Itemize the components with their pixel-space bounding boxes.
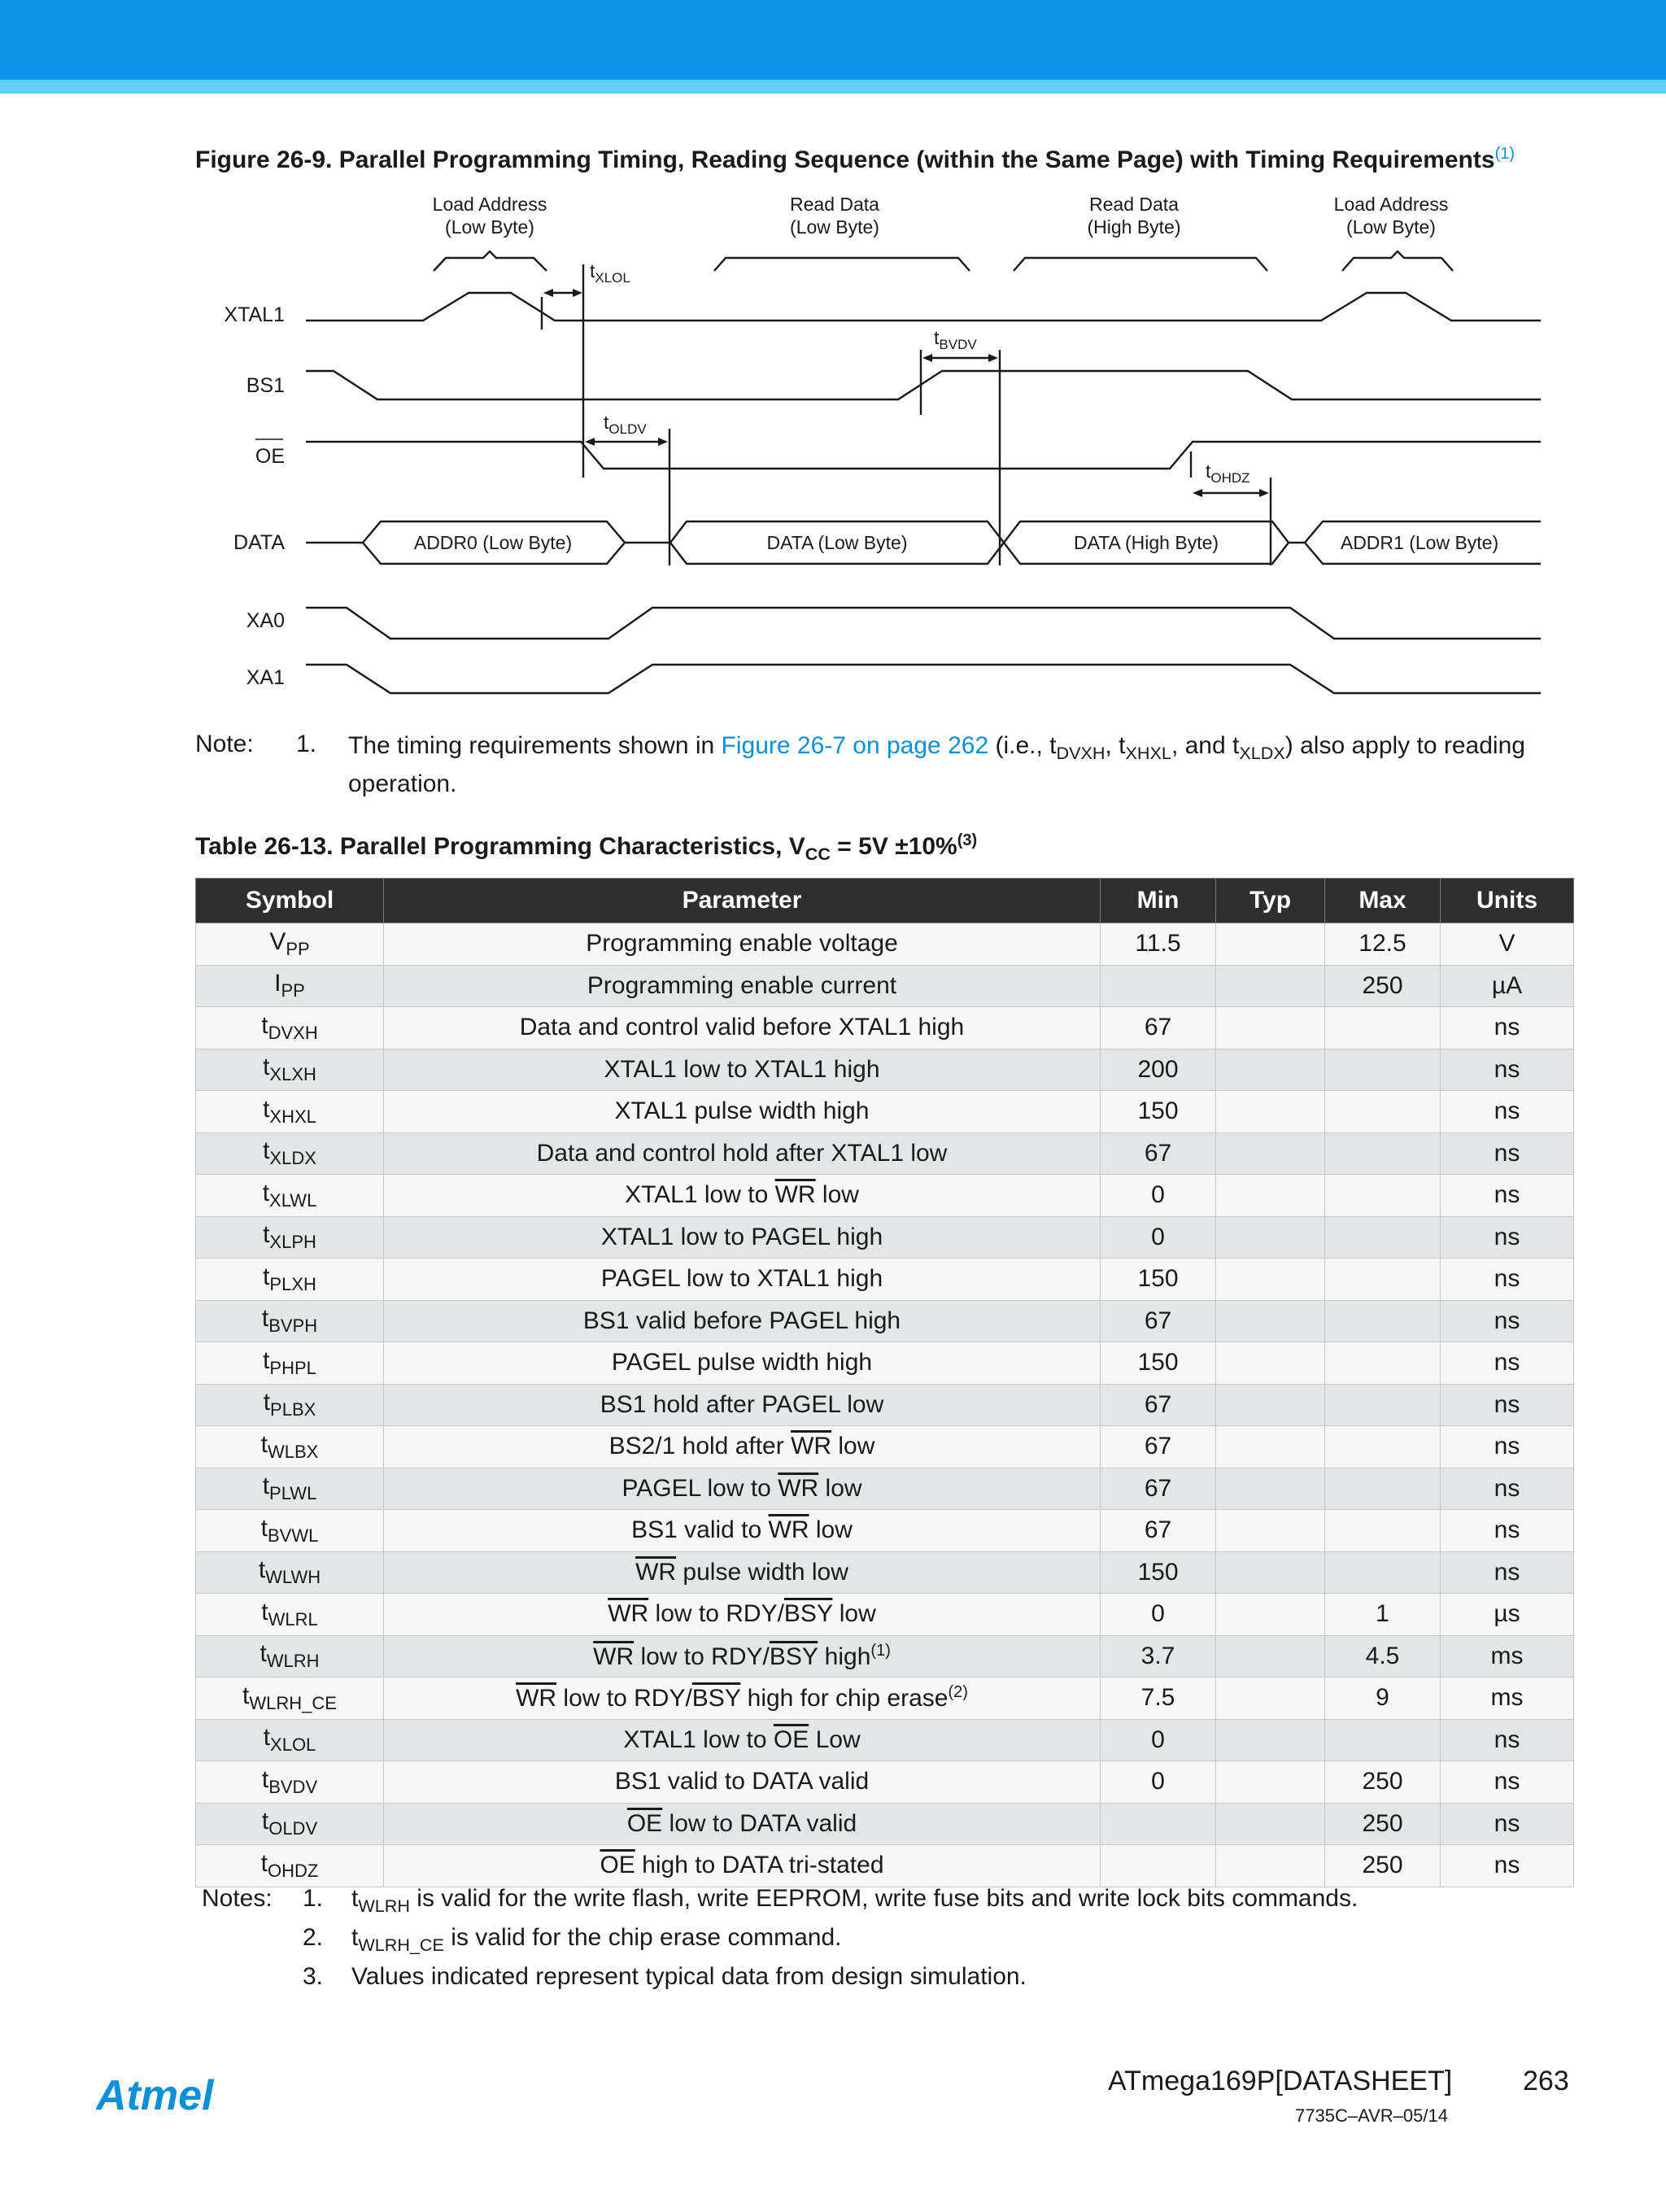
footer-document-title: ATmega169P[DATASHEET] bbox=[1108, 2066, 1453, 2096]
data-segment-label-2: DATA (Low Byte) bbox=[766, 532, 908, 553]
t-xlol-label: $t_{XLOL}$ bbox=[590, 260, 630, 286]
parallel-programming-table bbox=[195, 878, 1574, 1887]
cell-parameter: XTAL1 low to $\overline{WR}$ low bbox=[384, 1175, 1101, 1217]
cell-units: ns bbox=[1441, 1719, 1574, 1761]
cell-min: 3.7 bbox=[1101, 1635, 1216, 1678]
cell-parameter: XTAL1 pulse width high bbox=[384, 1091, 1101, 1133]
table-row bbox=[196, 1091, 1574, 1133]
cell-typ bbox=[1216, 1594, 1325, 1636]
cell-typ bbox=[1216, 923, 1325, 966]
cell-typ bbox=[1216, 1719, 1325, 1761]
cell-units: ns bbox=[1441, 1007, 1574, 1049]
cell-typ bbox=[1216, 1132, 1325, 1175]
cell-parameter: XTAL1 low to XTAL1 high bbox=[384, 1049, 1101, 1091]
cell-max: 9 bbox=[1325, 1678, 1441, 1720]
cell-symbol: $t_{XHXL}$ bbox=[196, 1091, 384, 1133]
cell-min: 0 bbox=[1101, 1175, 1216, 1217]
cell-typ bbox=[1216, 1384, 1325, 1426]
cell-units: ns bbox=[1441, 1845, 1574, 1887]
table-row bbox=[196, 965, 1574, 1007]
footer-page-number: 263 bbox=[1523, 2066, 1569, 2096]
cell-max: 12.5 bbox=[1325, 923, 1441, 966]
figure-26-7-link[interactable]: Figure 26-7 on page 262 bbox=[721, 732, 989, 759]
signal-label-oe: OE bbox=[255, 445, 285, 468]
table-row bbox=[196, 1594, 1574, 1636]
cell-max bbox=[1325, 1342, 1441, 1385]
cell-min bbox=[1101, 965, 1216, 1007]
data-segment-label-1: ADDR0 (Low Byte) bbox=[413, 532, 573, 553]
table-row bbox=[196, 923, 1574, 966]
cell-units: ns bbox=[1441, 1803, 1574, 1845]
cell-symbol: $t_{OHDZ}$ bbox=[196, 1845, 384, 1887]
cell-max bbox=[1325, 1551, 1441, 1594]
cell-typ bbox=[1216, 1007, 1325, 1049]
cell-units: ns bbox=[1441, 1384, 1574, 1426]
footer-revision: 7735C–AVR–05/14 bbox=[1295, 2105, 1448, 2126]
cell-parameter: $\overline{OE}$ high to DATA tri-stated bbox=[384, 1845, 1101, 1887]
table-row bbox=[196, 1635, 1574, 1678]
t-ohdz-label: $t_{OHDZ}$ bbox=[1206, 460, 1250, 486]
header-parameter: Parameter bbox=[384, 879, 1101, 923]
cell-typ bbox=[1216, 1259, 1325, 1301]
cell-max: 1 bbox=[1325, 1594, 1441, 1636]
cell-units: ns bbox=[1441, 1091, 1574, 1133]
table-row bbox=[196, 1342, 1574, 1385]
cell-units: ns bbox=[1441, 1132, 1574, 1175]
cell-units: ns bbox=[1441, 1259, 1574, 1301]
cell-min: 67 bbox=[1101, 1468, 1216, 1510]
cell-units: ns bbox=[1441, 1175, 1574, 1217]
cell-symbol: $t_{WLBX}$ bbox=[196, 1426, 384, 1468]
cell-min: 11.5 bbox=[1101, 923, 1216, 966]
cell-min: 200 bbox=[1101, 1049, 1216, 1091]
cell-units: ms bbox=[1441, 1635, 1574, 1678]
cell-symbol: $t_{PLBX}$ bbox=[196, 1384, 384, 1426]
cell-units: ns bbox=[1441, 1468, 1574, 1510]
cell-max bbox=[1325, 1510, 1441, 1552]
table-row bbox=[196, 1678, 1574, 1720]
cell-typ bbox=[1216, 1216, 1325, 1259]
cell-typ bbox=[1216, 1761, 1325, 1804]
cell-units: ns bbox=[1441, 1761, 1574, 1804]
cell-min bbox=[1101, 1845, 1216, 1887]
cell-max bbox=[1325, 1091, 1441, 1133]
note-label: Note: bbox=[195, 731, 254, 757]
table-header-row bbox=[196, 879, 1574, 923]
cell-parameter: $\overline{WR}$ low to RDY/$\overline{BSY}$ high for chip erase$^{(2)}$ bbox=[384, 1678, 1101, 1720]
table-row bbox=[196, 1175, 1574, 1217]
table-caption: Table 26-13. Parallel Programming Characteristics, $V_{CC} = 5V \pm 10\%^{(3)}$ bbox=[195, 831, 978, 864]
cell-parameter: PAGEL pulse width high bbox=[384, 1342, 1101, 1385]
phase-brace-1 bbox=[434, 251, 547, 271]
cell-symbol: $t_{OLDV}$ bbox=[196, 1803, 384, 1845]
cell-symbol: $t_{WLRH}$ bbox=[196, 1635, 384, 1678]
cell-max bbox=[1325, 1300, 1441, 1342]
cell-parameter: BS2/1 hold after $\overline{WR}$ low bbox=[384, 1426, 1101, 1468]
cell-typ bbox=[1216, 1300, 1325, 1342]
cell-min: 0 bbox=[1101, 1761, 1216, 1804]
cell-units: ns bbox=[1441, 1049, 1574, 1091]
cell-units: ns bbox=[1441, 1342, 1574, 1385]
cell-min: 0 bbox=[1101, 1719, 1216, 1761]
cell-parameter: $\overline{WR}$ pulse width low bbox=[384, 1551, 1101, 1594]
xa1-wave bbox=[306, 665, 1541, 693]
header-stripe bbox=[0, 80, 1666, 94]
cell-min: 67 bbox=[1101, 1300, 1216, 1342]
cell-units: ns bbox=[1441, 1300, 1574, 1342]
cell-typ bbox=[1216, 1175, 1325, 1217]
cell-max bbox=[1325, 1468, 1441, 1510]
header-typ: Typ bbox=[1216, 879, 1325, 923]
cell-units: ns bbox=[1441, 1510, 1574, 1552]
cell-units: ns bbox=[1441, 1551, 1574, 1594]
cell-max bbox=[1325, 1175, 1441, 1217]
cell-parameter: Data and control hold after XTAL1 low bbox=[384, 1132, 1101, 1175]
cell-symbol: $t_{BVPH}$ bbox=[196, 1300, 384, 1342]
cell-symbol: $t_{BVDV}$ bbox=[196, 1761, 384, 1804]
phase-brace-4 bbox=[1342, 251, 1453, 271]
cell-typ bbox=[1216, 1635, 1325, 1678]
cell-symbol: $V_{PP}$ bbox=[196, 923, 384, 966]
cell-typ bbox=[1216, 1091, 1325, 1133]
cell-symbol: $t_{XLPH}$ bbox=[196, 1216, 384, 1259]
xa0-wave bbox=[306, 608, 1541, 639]
cell-symbol: $t_{PLWL}$ bbox=[196, 1468, 384, 1510]
cell-max: 250 bbox=[1325, 1845, 1441, 1887]
cell-min: 0 bbox=[1101, 1216, 1216, 1259]
cell-typ bbox=[1216, 1049, 1325, 1091]
phase-label-2-line2: (Low Byte) bbox=[790, 216, 879, 238]
svg-text:Atmel: Atmel bbox=[96, 2072, 214, 2119]
cell-parameter: PAGEL low to $\overline{WR}$ low bbox=[384, 1468, 1101, 1510]
cell-typ bbox=[1216, 1342, 1325, 1385]
cell-symbol: $t_{PLXH}$ bbox=[196, 1259, 384, 1301]
phase-label-2-line1: Read Data bbox=[790, 194, 879, 215]
cell-units: V bbox=[1441, 923, 1574, 966]
xtal1-wave bbox=[306, 293, 1541, 321]
table-row bbox=[196, 1510, 1574, 1552]
cell-symbol: $t_{WLRL}$ bbox=[196, 1594, 384, 1636]
cell-symbol: $t_{XLWL}$ bbox=[196, 1175, 384, 1217]
cell-parameter: BS1 valid to DATA valid bbox=[384, 1761, 1101, 1804]
table-row bbox=[196, 1551, 1574, 1594]
notes-label: Notes: bbox=[202, 1885, 273, 1912]
table-row bbox=[196, 1049, 1574, 1091]
cell-min: 150 bbox=[1101, 1259, 1216, 1301]
signal-label-data: DATA bbox=[233, 531, 285, 554]
cell-min: 67 bbox=[1101, 1384, 1216, 1426]
cell-parameter: XTAL1 low to PAGEL high bbox=[384, 1216, 1101, 1259]
table-row bbox=[196, 1845, 1574, 1887]
cell-max: 4.5 bbox=[1325, 1635, 1441, 1678]
signal-label-xa1: XA1 bbox=[246, 666, 285, 689]
phase-brace-2 bbox=[714, 258, 970, 271]
note-number: 1. bbox=[296, 731, 317, 757]
cell-symbol: $t_{XLXH}$ bbox=[196, 1049, 384, 1091]
t-oldv-label: $t_{OLDV}$ bbox=[604, 412, 647, 437]
cell-symbol: $t_{WLWH}$ bbox=[196, 1551, 384, 1594]
cell-min: 0 bbox=[1101, 1594, 1216, 1636]
table-row bbox=[196, 1216, 1574, 1259]
cell-symbol: $I_{PP}$ bbox=[196, 965, 384, 1007]
cell-parameter: Data and control valid before XTAL1 high bbox=[384, 1007, 1101, 1049]
cell-parameter: BS1 valid to $\overline{WR}$ low bbox=[384, 1510, 1101, 1552]
table-row bbox=[196, 1007, 1574, 1049]
cell-symbol: $t_{XLDX}$ bbox=[196, 1132, 384, 1175]
cell-max: 250 bbox=[1325, 965, 1441, 1007]
cell-symbol: $t_{XLOL}$ bbox=[196, 1719, 384, 1761]
cell-typ bbox=[1216, 1845, 1325, 1887]
table-row bbox=[196, 1300, 1574, 1342]
phase-label-1-line1: Load Address bbox=[432, 194, 547, 215]
cell-parameter: $\overline{WR}$ low to RDY/$\overline{BSY}$ high$^{(1)}$ bbox=[384, 1635, 1101, 1678]
cell-max: 250 bbox=[1325, 1761, 1441, 1804]
header-max: Max bbox=[1325, 879, 1441, 923]
phase-label-3-line2: (High Byte) bbox=[1087, 216, 1181, 238]
cell-parameter: $\overline{WR}$ low to RDY/$\overline{BSY}$ low bbox=[384, 1594, 1101, 1636]
cell-parameter: PAGEL low to XTAL1 high bbox=[384, 1259, 1101, 1301]
phase-label-1-line2: (Low Byte) bbox=[445, 216, 534, 238]
table-row bbox=[196, 1259, 1574, 1301]
figure-caption: Figure 26-9. Parallel Programming Timing, Reading Sequence (within the Same Page) with Timing Requirements$^{(1)}$ bbox=[195, 145, 1516, 173]
header-bar bbox=[0, 0, 1666, 80]
cell-symbol: $t_{PHPL}$ bbox=[196, 1342, 384, 1385]
cell-parameter: Programming enable current bbox=[384, 965, 1101, 1007]
header-units: Units bbox=[1441, 879, 1574, 923]
cell-min: 150 bbox=[1101, 1342, 1216, 1385]
cell-max: 250 bbox=[1325, 1803, 1441, 1845]
cell-max bbox=[1325, 1132, 1441, 1175]
figure-caption-ref-link[interactable]: (1) bbox=[1494, 145, 1516, 163]
cell-parameter: XTAL1 low to $\overline{OE}$ Low bbox=[384, 1719, 1101, 1761]
cell-typ bbox=[1216, 1510, 1325, 1552]
cell-typ bbox=[1216, 1426, 1325, 1468]
cell-min: 67 bbox=[1101, 1510, 1216, 1552]
cell-min: 150 bbox=[1101, 1551, 1216, 1594]
cell-max bbox=[1325, 1426, 1441, 1468]
cell-min: 67 bbox=[1101, 1132, 1216, 1175]
cell-units: ms bbox=[1441, 1678, 1574, 1720]
cell-min: 7.5 bbox=[1101, 1678, 1216, 1720]
data-segment-label-3: DATA (High Byte) bbox=[1073, 532, 1219, 553]
header-min: Min bbox=[1101, 879, 1216, 923]
cell-typ bbox=[1216, 1551, 1325, 1594]
cell-typ bbox=[1216, 1803, 1325, 1845]
table-row bbox=[196, 1468, 1574, 1510]
cell-units: µs bbox=[1441, 1594, 1574, 1636]
cell-parameter: Programming enable voltage bbox=[384, 923, 1101, 966]
cell-units: ns bbox=[1441, 1426, 1574, 1468]
signal-label-xa0: XA0 bbox=[246, 609, 285, 632]
cell-max bbox=[1325, 1007, 1441, 1049]
cell-max bbox=[1325, 1384, 1441, 1426]
cell-min: 67 bbox=[1101, 1007, 1216, 1049]
cell-parameter: $\overline{OE}$ low to DATA valid bbox=[384, 1803, 1101, 1845]
cell-parameter: BS1 valid before PAGEL high bbox=[384, 1300, 1101, 1342]
cell-typ bbox=[1216, 1678, 1325, 1720]
cell-symbol: $t_{DVXH}$ bbox=[196, 1007, 384, 1049]
data-segment-label-4: ADDR1 (Low Byte) bbox=[1340, 532, 1499, 553]
t-bvdv-label: $t_{BVDV}$ bbox=[934, 327, 977, 352]
cell-symbol: $t_{WLRH\_CE}$ bbox=[196, 1678, 384, 1720]
phase-label-3-line1: Read Data bbox=[1089, 194, 1179, 215]
cell-min: 67 bbox=[1101, 1426, 1216, 1468]
cell-min: 150 bbox=[1101, 1091, 1216, 1133]
cell-max bbox=[1325, 1259, 1441, 1301]
header-symbol: Symbol bbox=[196, 879, 384, 923]
table-row bbox=[196, 1426, 1574, 1468]
cell-max bbox=[1325, 1719, 1441, 1761]
cell-symbol: $t_{BVWL}$ bbox=[196, 1510, 384, 1552]
cell-parameter: BS1 hold after PAGEL low bbox=[384, 1384, 1101, 1426]
cell-typ bbox=[1216, 965, 1325, 1007]
cell-min bbox=[1101, 1803, 1216, 1845]
note-text: The timing requirements shown in Figure 26-7 on page 262 (i.e., $t_{DVXH}$, $t_{XHXL}$, and $t_{XLDX}$) also apply to reading operation. bbox=[348, 732, 1525, 797]
cell-typ bbox=[1216, 1468, 1325, 1510]
table-row bbox=[196, 1132, 1574, 1175]
oe-wave bbox=[306, 442, 1541, 469]
phase-brace-3 bbox=[1014, 258, 1267, 271]
cell-units: ns bbox=[1441, 1216, 1574, 1259]
signal-label-xtal1: XTAL1 bbox=[224, 303, 285, 326]
atmel-logo bbox=[96, 2070, 251, 2119]
table-row bbox=[196, 1719, 1574, 1761]
table-row bbox=[196, 1803, 1574, 1845]
cell-max bbox=[1325, 1049, 1441, 1091]
bs1-wave bbox=[306, 371, 1541, 399]
table-row bbox=[196, 1384, 1574, 1426]
signal-label-bs1: BS1 bbox=[246, 374, 285, 397]
timing-diagram bbox=[195, 183, 1578, 704]
cell-units: µA bbox=[1441, 965, 1574, 1007]
cell-max bbox=[1325, 1216, 1441, 1259]
table-row bbox=[196, 1761, 1574, 1804]
phase-label-4-line2: (Low Byte) bbox=[1346, 216, 1436, 238]
phase-label-4-line1: Load Address bbox=[1333, 194, 1449, 215]
